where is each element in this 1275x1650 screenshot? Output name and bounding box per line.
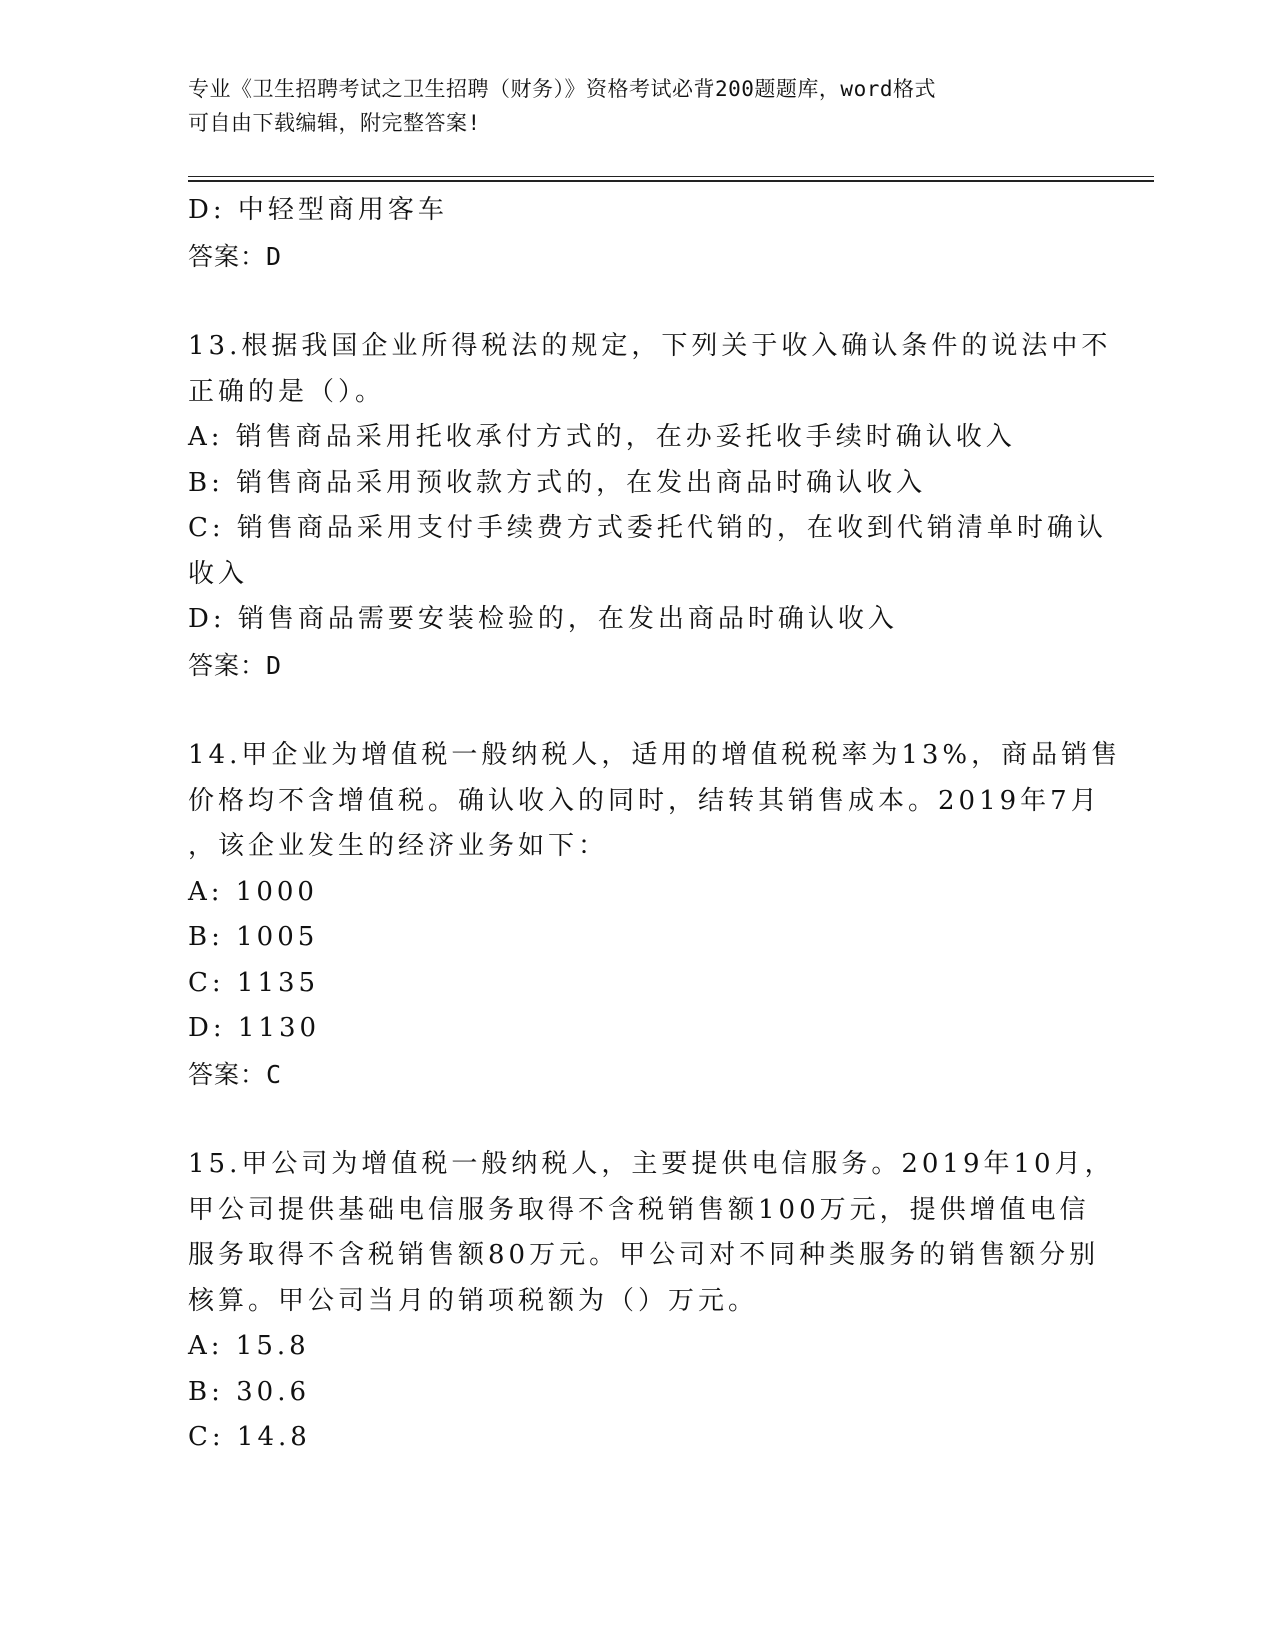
- question-15-option-a: A: 15.8: [188, 1331, 310, 1361]
- header-title-line-1: 专业《卫生招聘考试之卫生招聘（财务）》资格考试必背200题题库，word格式: [188, 77, 936, 101]
- question-15: [188, 1142, 1115, 1461]
- question-14-stem-line-3: ，该企业发生的经济业务如下：: [188, 831, 609, 861]
- question-spacer: [188, 279, 1088, 324]
- question-14-option-b: B: 1005: [188, 922, 319, 952]
- question-list: [188, 188, 1122, 1461]
- question-13-answer: 答案：D: [188, 650, 283, 680]
- question-13-stem-line-1: 13.根据我国企业所得税法的规定，下列关于收入确认条件的说法中不: [188, 331, 1112, 361]
- question-15-option-c: C: 14.8: [188, 1422, 311, 1452]
- question-14-stem-line-1: 14.甲企业为增值税一般纳税人，适用的增值税税率为13%，商品销售: [188, 740, 1122, 770]
- question-13-option-c-line-2: 收入: [188, 558, 249, 589]
- question-15-option-b: B: 30.6: [188, 1376, 311, 1407]
- question-12-tail: [188, 188, 1088, 279]
- question-13-option-d: D: 销售商品需要安装检验的，在发出商品时确认收入: [188, 604, 898, 634]
- header-divider-thick: [188, 180, 1154, 182]
- question-14-option-c: C: 1135: [188, 967, 320, 998]
- header-title-line-2: 可自由下载编辑，附完整答案!: [188, 111, 481, 135]
- question-14-answer: 答案：C: [188, 1059, 283, 1089]
- question-13-option-a: A: 销售商品采用托收承付方式的，在办妥托收手续时确认收入: [188, 422, 1016, 452]
- question-15-stem-line-1: 15.甲公司为增值税一般纳税人，主要提供电信服务。2019年10月，: [188, 1149, 1115, 1179]
- document-header: [188, 72, 1068, 140]
- question-15-stem-line-2: 甲公司提供基础电信服务取得不含税销售额100万元，提供增值电信: [188, 1194, 1090, 1225]
- question-14-stem-line-2: 价格均不含增值税。确认收入的同时，结转其销售成本。2019年7月: [188, 785, 1101, 816]
- header-divider-thin: [188, 176, 1154, 177]
- question-14-option-a: A: 1000: [188, 876, 318, 907]
- question-spacer: [188, 1097, 1088, 1142]
- question-15-stem-line-4: 核算。甲公司当月的销项税额为（）万元。: [188, 1285, 759, 1316]
- question-13-option-b: B: 销售商品采用预收款方式的，在发出商品时确认收入: [188, 467, 927, 498]
- question-14: [188, 733, 1122, 1097]
- question-13: [188, 324, 1112, 688]
- question-12-option-d: D: 中轻型商用客车: [188, 195, 448, 225]
- question-spacer: [188, 688, 1088, 733]
- question-13-option-c-line-1: C: 销售商品采用支付手续费方式委托代销的，在收到代销清单时确认: [188, 513, 1107, 543]
- question-14-option-d: D: 1130: [188, 1013, 321, 1043]
- question-12-answer: 答案：D: [188, 241, 283, 271]
- question-15-stem-line-3: 服务取得不含税销售额80万元。甲公司对不同种类服务的销售额分别: [188, 1240, 1100, 1270]
- question-13-stem-line-2: 正确的是（）。: [188, 376, 386, 407]
